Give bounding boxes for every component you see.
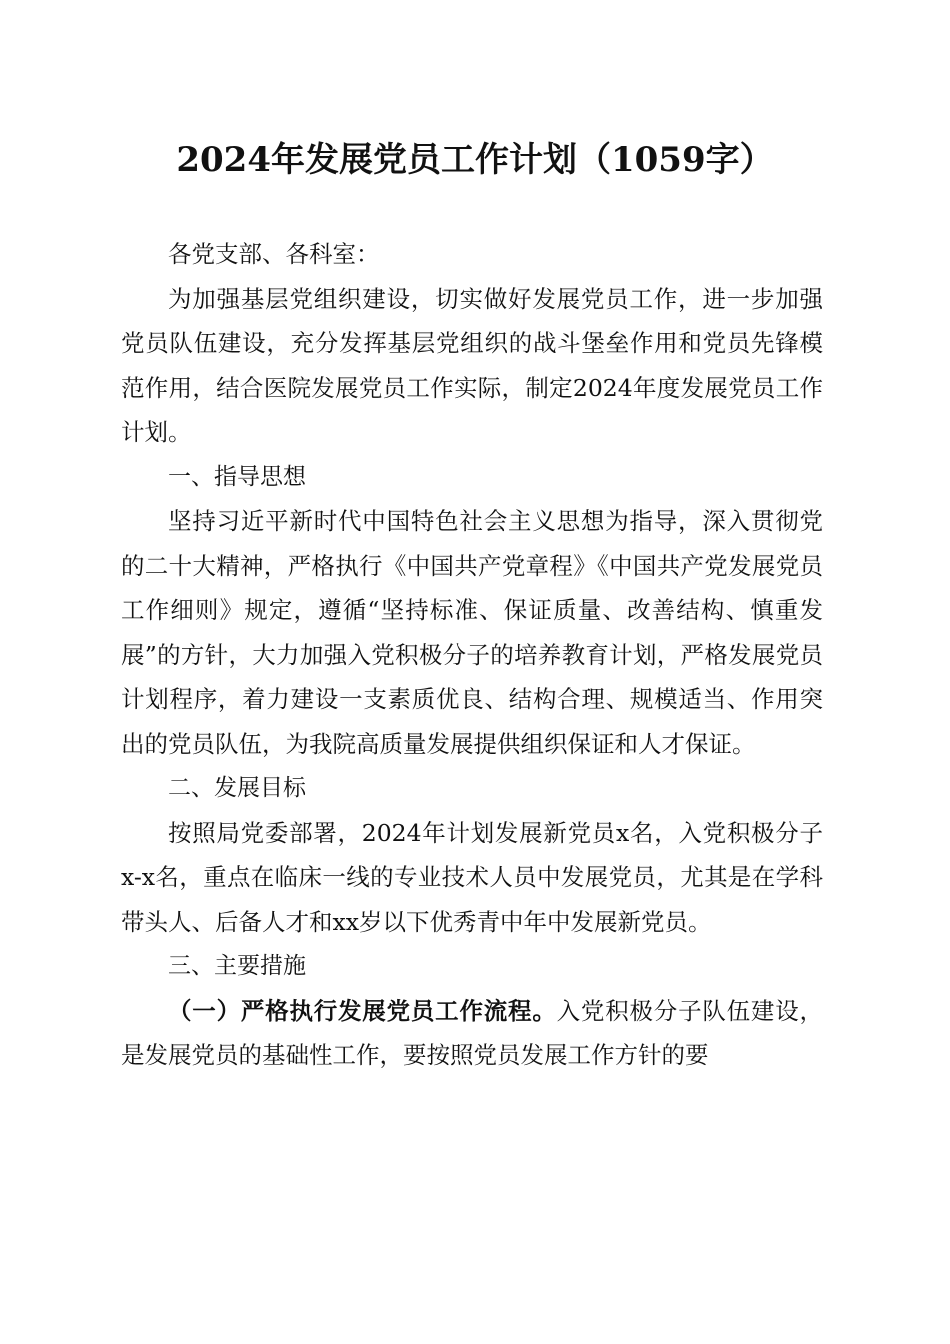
subsection-paragraph (121, 989, 823, 1078)
subsection-body: 入党积极分子队伍建设，是发展党员的基础性工作，要按照党员发展工作方针的要 (121, 996, 824, 1069)
document-body (121, 232, 823, 1078)
section-body-development-goals: 按照局党委部署，2024年计划发展新党员x名，入党积极分子x-x名，重点在临床一线的专业技术人员中发展党员，尤其是在学科带头人、后备人才和xx岁以下优秀青中年中发展新党员。 (121, 818, 823, 936)
salutation: 各党支部、各科室： (168, 240, 380, 268)
subsection-lead: （一）严格执行发展党员工作流程。 (168, 996, 557, 1025)
section-heading-main-measures: 三、主要措施 (168, 953, 306, 979)
document-title: 2024年发展党员工作计划（1059字） (176, 140, 774, 180)
section-body-guiding-thought: 坚持习近平新时代中国特色社会主义思想为指导，深入贯彻党的二十大精神，严格执行《中国共产党章程》《中国共产党发展党员工作细则》规定，遵循“坚持标准、保证质量、改善结构、慎重发展”的方针，大力加强入党积极分子的培养教育计划，严格发展党员计划程序，着力建设一支素质优良、结构合理、规模适当、作用突出的党员队伍，为我院高质量发展提供组织保证和人才保证。 (121, 507, 823, 758)
section-heading-guiding-thought: 一、指导思想 (168, 463, 306, 490)
intro-paragraph: 为加强基层党组织建设，切实做好发展党员工作，进一步加强党员队伍建设，充分发挥基层党组织的战斗堡垒作用和党员先锋模范作用，结合医院发展党员工作实际，制定2024年度发展党员工作计划。 (121, 284, 823, 446)
section-heading-development-goals: 二、发展目标 (168, 775, 306, 801)
